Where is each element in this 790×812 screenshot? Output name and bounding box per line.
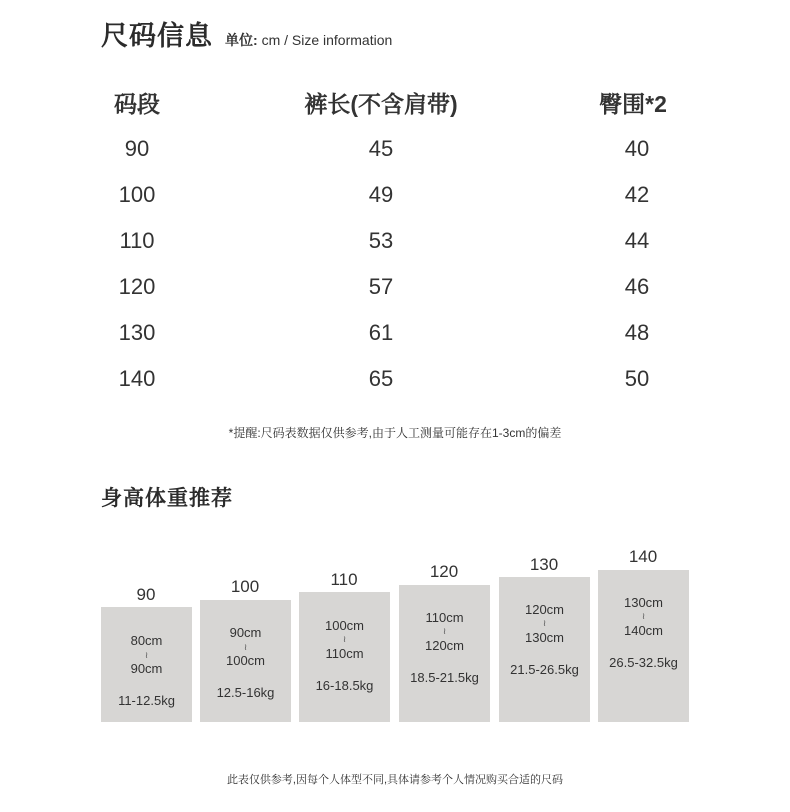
- range-tilde-icon: ≀: [542, 618, 547, 628]
- height-from: 110cm: [425, 610, 464, 625]
- table-cell: 65: [368, 366, 394, 391]
- table-cell: 130: [118, 320, 156, 345]
- table-cell: 50: [624, 366, 650, 391]
- page-title: 尺码信息: [101, 21, 213, 51]
- recommendation-title: 身高体重推荐: [101, 487, 233, 510]
- table-cell: 48: [624, 320, 650, 345]
- unit-value: cm / Size information: [261, 32, 393, 48]
- bar-size-label: 100: [230, 577, 260, 596]
- table-cell: 45: [368, 136, 394, 161]
- weight-range: 21.5-26.5kg: [510, 662, 579, 677]
- height-from: 130cm: [623, 595, 664, 610]
- height-from: 90cm: [229, 625, 262, 640]
- height-from: 100cm: [324, 618, 365, 633]
- table-cell: 53: [368, 228, 394, 253]
- table-cell: 46: [624, 274, 650, 299]
- unit-info: [225, 30, 392, 50]
- header: [101, 14, 392, 53]
- column-header-length: 裤长(不含肩带): [304, 91, 458, 117]
- height-from: 80cm: [130, 633, 163, 648]
- column-header-size: 码段: [114, 91, 160, 117]
- weight-range: 12.5-16kg: [216, 685, 275, 700]
- table-cell: 110: [119, 228, 155, 253]
- footer-note: 此表仅供参考,因每个人体型不同,具体请参考个人情况购买合适的尺码: [226, 774, 564, 786]
- weight-range: 26.5-32.5kg: [609, 655, 678, 670]
- table-cell: 57: [368, 274, 394, 299]
- weight-range: 16-18.5kg: [315, 678, 374, 693]
- table-cell: 140: [118, 366, 156, 391]
- height-to: 140cm: [623, 623, 664, 638]
- size-bar: [200, 600, 291, 722]
- height-to: 90cm: [130, 661, 163, 676]
- table-cell: 42: [624, 182, 650, 207]
- height-to: 110cm: [325, 646, 364, 661]
- table-cell: 100: [118, 182, 156, 207]
- unit-label: 单位:: [225, 32, 258, 48]
- bar-size-label: 130: [529, 555, 559, 574]
- table-cell: 120: [118, 274, 156, 299]
- size-bar: [598, 570, 689, 722]
- bar-size-label: 120: [429, 562, 459, 581]
- bar-size-label: 90: [136, 585, 156, 604]
- weight-range: 11-12.5kg: [118, 693, 175, 708]
- range-tilde-icon: ≀: [144, 650, 149, 660]
- size-bar: [399, 585, 490, 722]
- weight-range: 18.5-21.5kg: [410, 670, 479, 685]
- range-tilde-icon: ≀: [442, 626, 447, 636]
- measurement-note: *提醒:尺码表数据仅供参考,由于人工测量可能存在1-3cm的偏差: [228, 426, 562, 440]
- table-cell: 44: [624, 228, 650, 253]
- bar-size-label: 110: [330, 570, 358, 589]
- column-header-hip: 臀围*2: [599, 91, 667, 117]
- range-tilde-icon: ≀: [641, 611, 646, 621]
- height-from: 120cm: [524, 602, 565, 617]
- size-bar: [299, 592, 390, 722]
- table-cell: 49: [368, 182, 394, 207]
- table-cell: 90: [124, 136, 150, 161]
- size-bar: [499, 577, 590, 722]
- height-to: 100cm: [225, 653, 266, 668]
- range-tilde-icon: ≀: [342, 634, 347, 644]
- bar-size-label: 140: [628, 547, 658, 566]
- height-to: 120cm: [424, 638, 465, 653]
- table-cell: 61: [368, 320, 394, 345]
- range-tilde-icon: ≀: [243, 642, 248, 652]
- table-cell: 40: [624, 136, 650, 161]
- size-bar: [101, 607, 192, 722]
- height-to: 130cm: [524, 630, 565, 645]
